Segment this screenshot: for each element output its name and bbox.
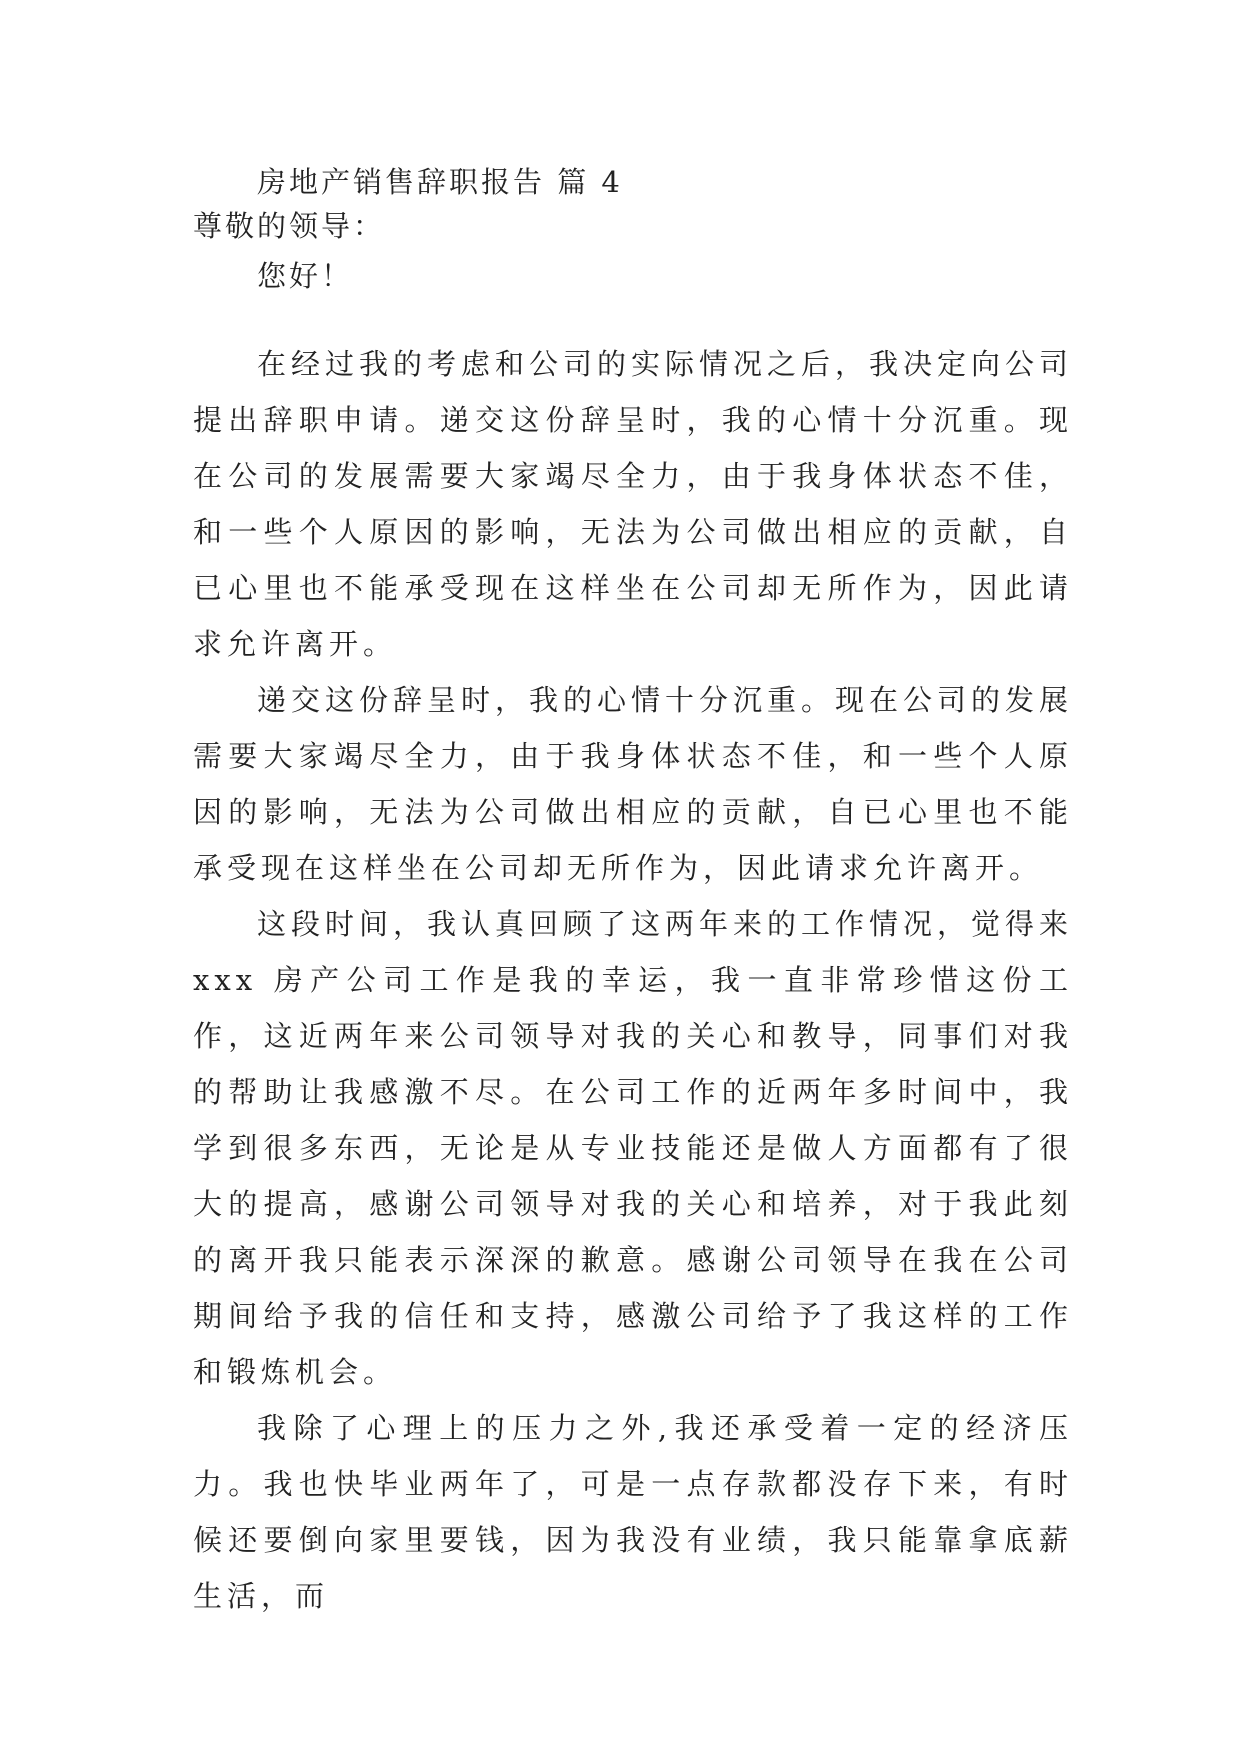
paragraph-4: 我除了心理上的压力之外,我还承受着一定的经济压力。我也快毕业两年了，可是一点存款都没存下来，有时候还要倒向家里要钱，因为我没有业绩，我只能靠拿底薪生活，而	[193, 1411, 1073, 1613]
letter-body	[193, 336, 1073, 1624]
paragraph-2: 递交这份辞呈时，我的心情十分沉重。现在公司的发展需要大家竭尽全力，由于我身体状态不佳，和一些个人原因的影响，无法为公司做出相应的贡献，自已心里也不能承受现在这样坐在公司却无所作为，因此请求允许离开。	[193, 683, 1074, 885]
document-title: 房地产销售辞职报告 篇 4	[257, 165, 623, 199]
paragraph-1: 在经过我的考虑和公司的实际情况之后，我决定向公司提出辞职申请。递交这份辞呈时，我的心情十分沉重。现在公司的发展需要大家竭尽全力，由于我身体状态不佳，和一些个人原因的影响，无法为公司做出相应的贡献，自已心里也不能承受现在这样坐在公司却无所作为，因此请求允许离开。	[193, 347, 1074, 661]
paragraph-3: 这段时间，我认真回顾了这两年来的工作情况，觉得来xxx 房产公司工作是我的幸运，我一直非常珍惜这份工作，这近两年来公司领导对我的关心和教导，同事们对我的帮助让我感激不尽。在公司工作的近两年多时间中，我学到很多东西，无论是从专业技能还是做人方面都有了很大的提高，感谢公司领导对我的关心和培养，对于我此刻的离开我只能表示深深的歉意。感谢公司领导在我在公司期间给予我的信任和支持，感激公司给予了我这样的工作和锻炼机会。	[193, 907, 1074, 1389]
salutation: 尊敬的领导：	[193, 209, 386, 243]
greeting: 您好！	[257, 259, 354, 293]
